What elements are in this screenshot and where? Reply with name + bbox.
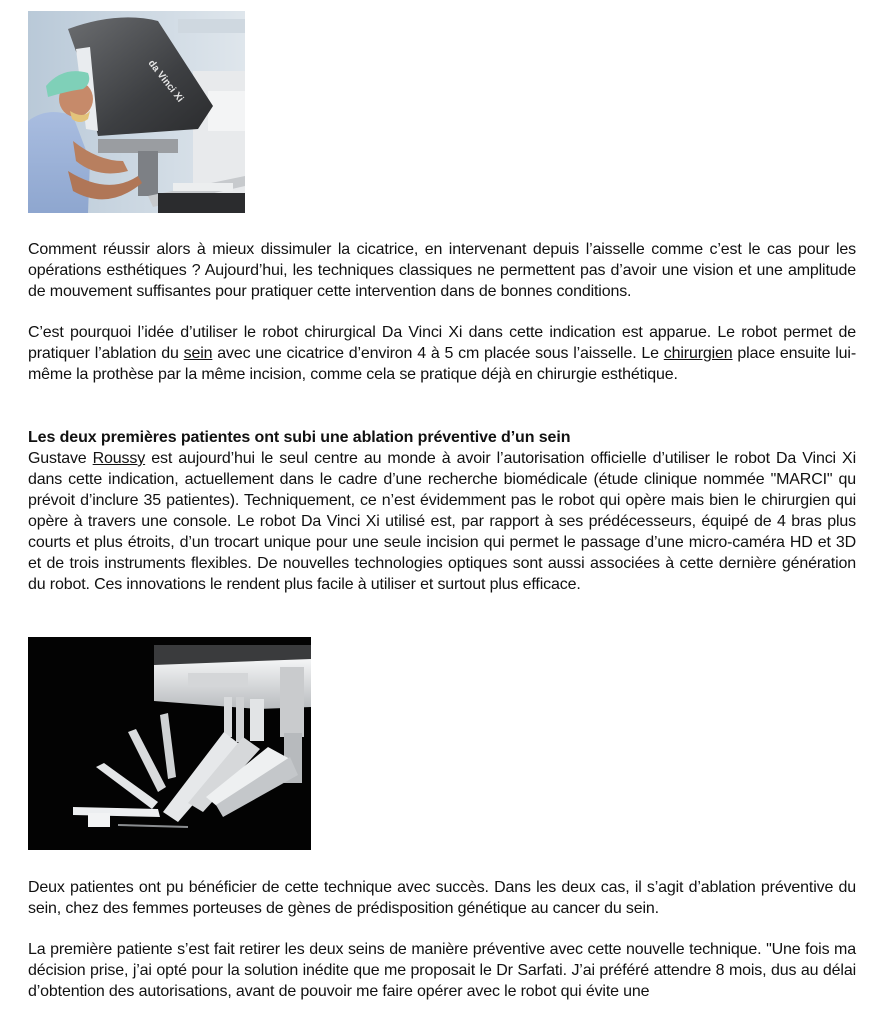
paragraph-text: est aujourd’hui le seul centre au monde à avoir l’autorisation officielle d’utiliser le robot Da Vinci Xi dans cette indication, actuellement dans le cadre d’une recherche biomédicale (étude clinique nommée "MARCI" qu prévoit d’inclure 35 patientes). Techniquement, ce n’est évidemment pas le robot qui opère mais bien le chirurgien qui opère à travers une console. Le robot Da Vinci Xi utilisé est, par rapport à ses prédécesseurs, équipé de 4 bras plus courts et plus étroits, d’un trocart unique pour une seule incision qui permet le passage d’une micro-caméra HD et 3D et de trois instruments flexibles. De nouvelles technologies optiques sont aussi associées à cette dernière génération du robot. Ces innovations le rendent plus facile à utiliser et surtout plus efficace. bbox=[28, 450, 856, 593]
paragraph-first-patient: La première patiente s’est fait retirer les deux seins de manière préventive avec cette nouvelle technique. "Une fois ma décision prise, j’ai opté pour la solution inédite que me proposait le Dr Sarfati. J’ai préféré attendre 8 mois, dus au délai d’obtention des autorisations, avant de pouvoir me faire opérer avec le robot qui évite une bbox=[28, 941, 856, 1000]
robot-arms-photo bbox=[28, 637, 311, 850]
boom-rail bbox=[188, 673, 248, 687]
paragraph-gustave-roussy bbox=[28, 448, 856, 595]
arm-column-4 bbox=[280, 667, 304, 737]
console-base bbox=[158, 193, 245, 213]
section-heading: Les deux premières patientes ont subi une ablation préventive d’un sein bbox=[28, 429, 571, 446]
paragraph-text: Gustave bbox=[28, 450, 93, 467]
paragraph-two-patients: Deux patientes ont pu bénéficier de cette technique avec succès. Dans les deux cas, il s’agit d’ablation préventive du sein, chez des femmes porteuses de gènes de prédisposition génétique au cancer du sein. bbox=[28, 879, 856, 917]
link-roussy[interactable]: Roussy bbox=[92, 450, 146, 467]
surgeon-console-illustration bbox=[28, 11, 245, 213]
instrument-clamp bbox=[88, 813, 110, 827]
robot-arms-illustration bbox=[28, 637, 311, 850]
surgeon-console-photo bbox=[28, 11, 245, 213]
ceiling-light bbox=[178, 19, 245, 33]
console-column bbox=[138, 151, 158, 196]
paragraph-text: avec une cicatrice d’environ 4 à 5 cm placée sous l’aisselle. Le bbox=[212, 345, 664, 362]
paragraph-robot-indication bbox=[28, 322, 856, 385]
link-sein[interactable]: sein bbox=[183, 345, 213, 362]
console-brand-label: da Vinci Xi bbox=[145, 58, 186, 105]
paragraph-text: place ensuite lui-même la prothèse par la même incision, comme cela se pratique déjà en chirurgie esthétique. bbox=[28, 345, 856, 383]
console-footrest bbox=[173, 183, 233, 191]
equipment-panel bbox=[208, 91, 245, 131]
arm-column-3 bbox=[250, 699, 264, 741]
arm-column-2 bbox=[236, 697, 244, 742]
link-chirurgien[interactable]: chirurgien bbox=[663, 345, 733, 362]
paragraph-intro: Comment réussir alors à mieux dissimuler la cicatrice, en intervenant depuis l’aisselle comme c’est le cas pour les opérations esthétiques ? Aujourd’hui, les techniques classiques ne permettent pas d’avoir une vision et une amplitude de mouvement suffisantes pour pratiquer cette intervention dans de bonnes conditions. bbox=[28, 241, 856, 300]
arm-column-1 bbox=[224, 697, 232, 737]
console-armrest bbox=[98, 139, 178, 153]
paragraph-text: C’est pourquoi l’idée d’utiliser le robot chirurgical Da Vinci Xi dans cette indication est apparue. Le robot permet de pratiquer l’ablation du bbox=[28, 324, 856, 362]
